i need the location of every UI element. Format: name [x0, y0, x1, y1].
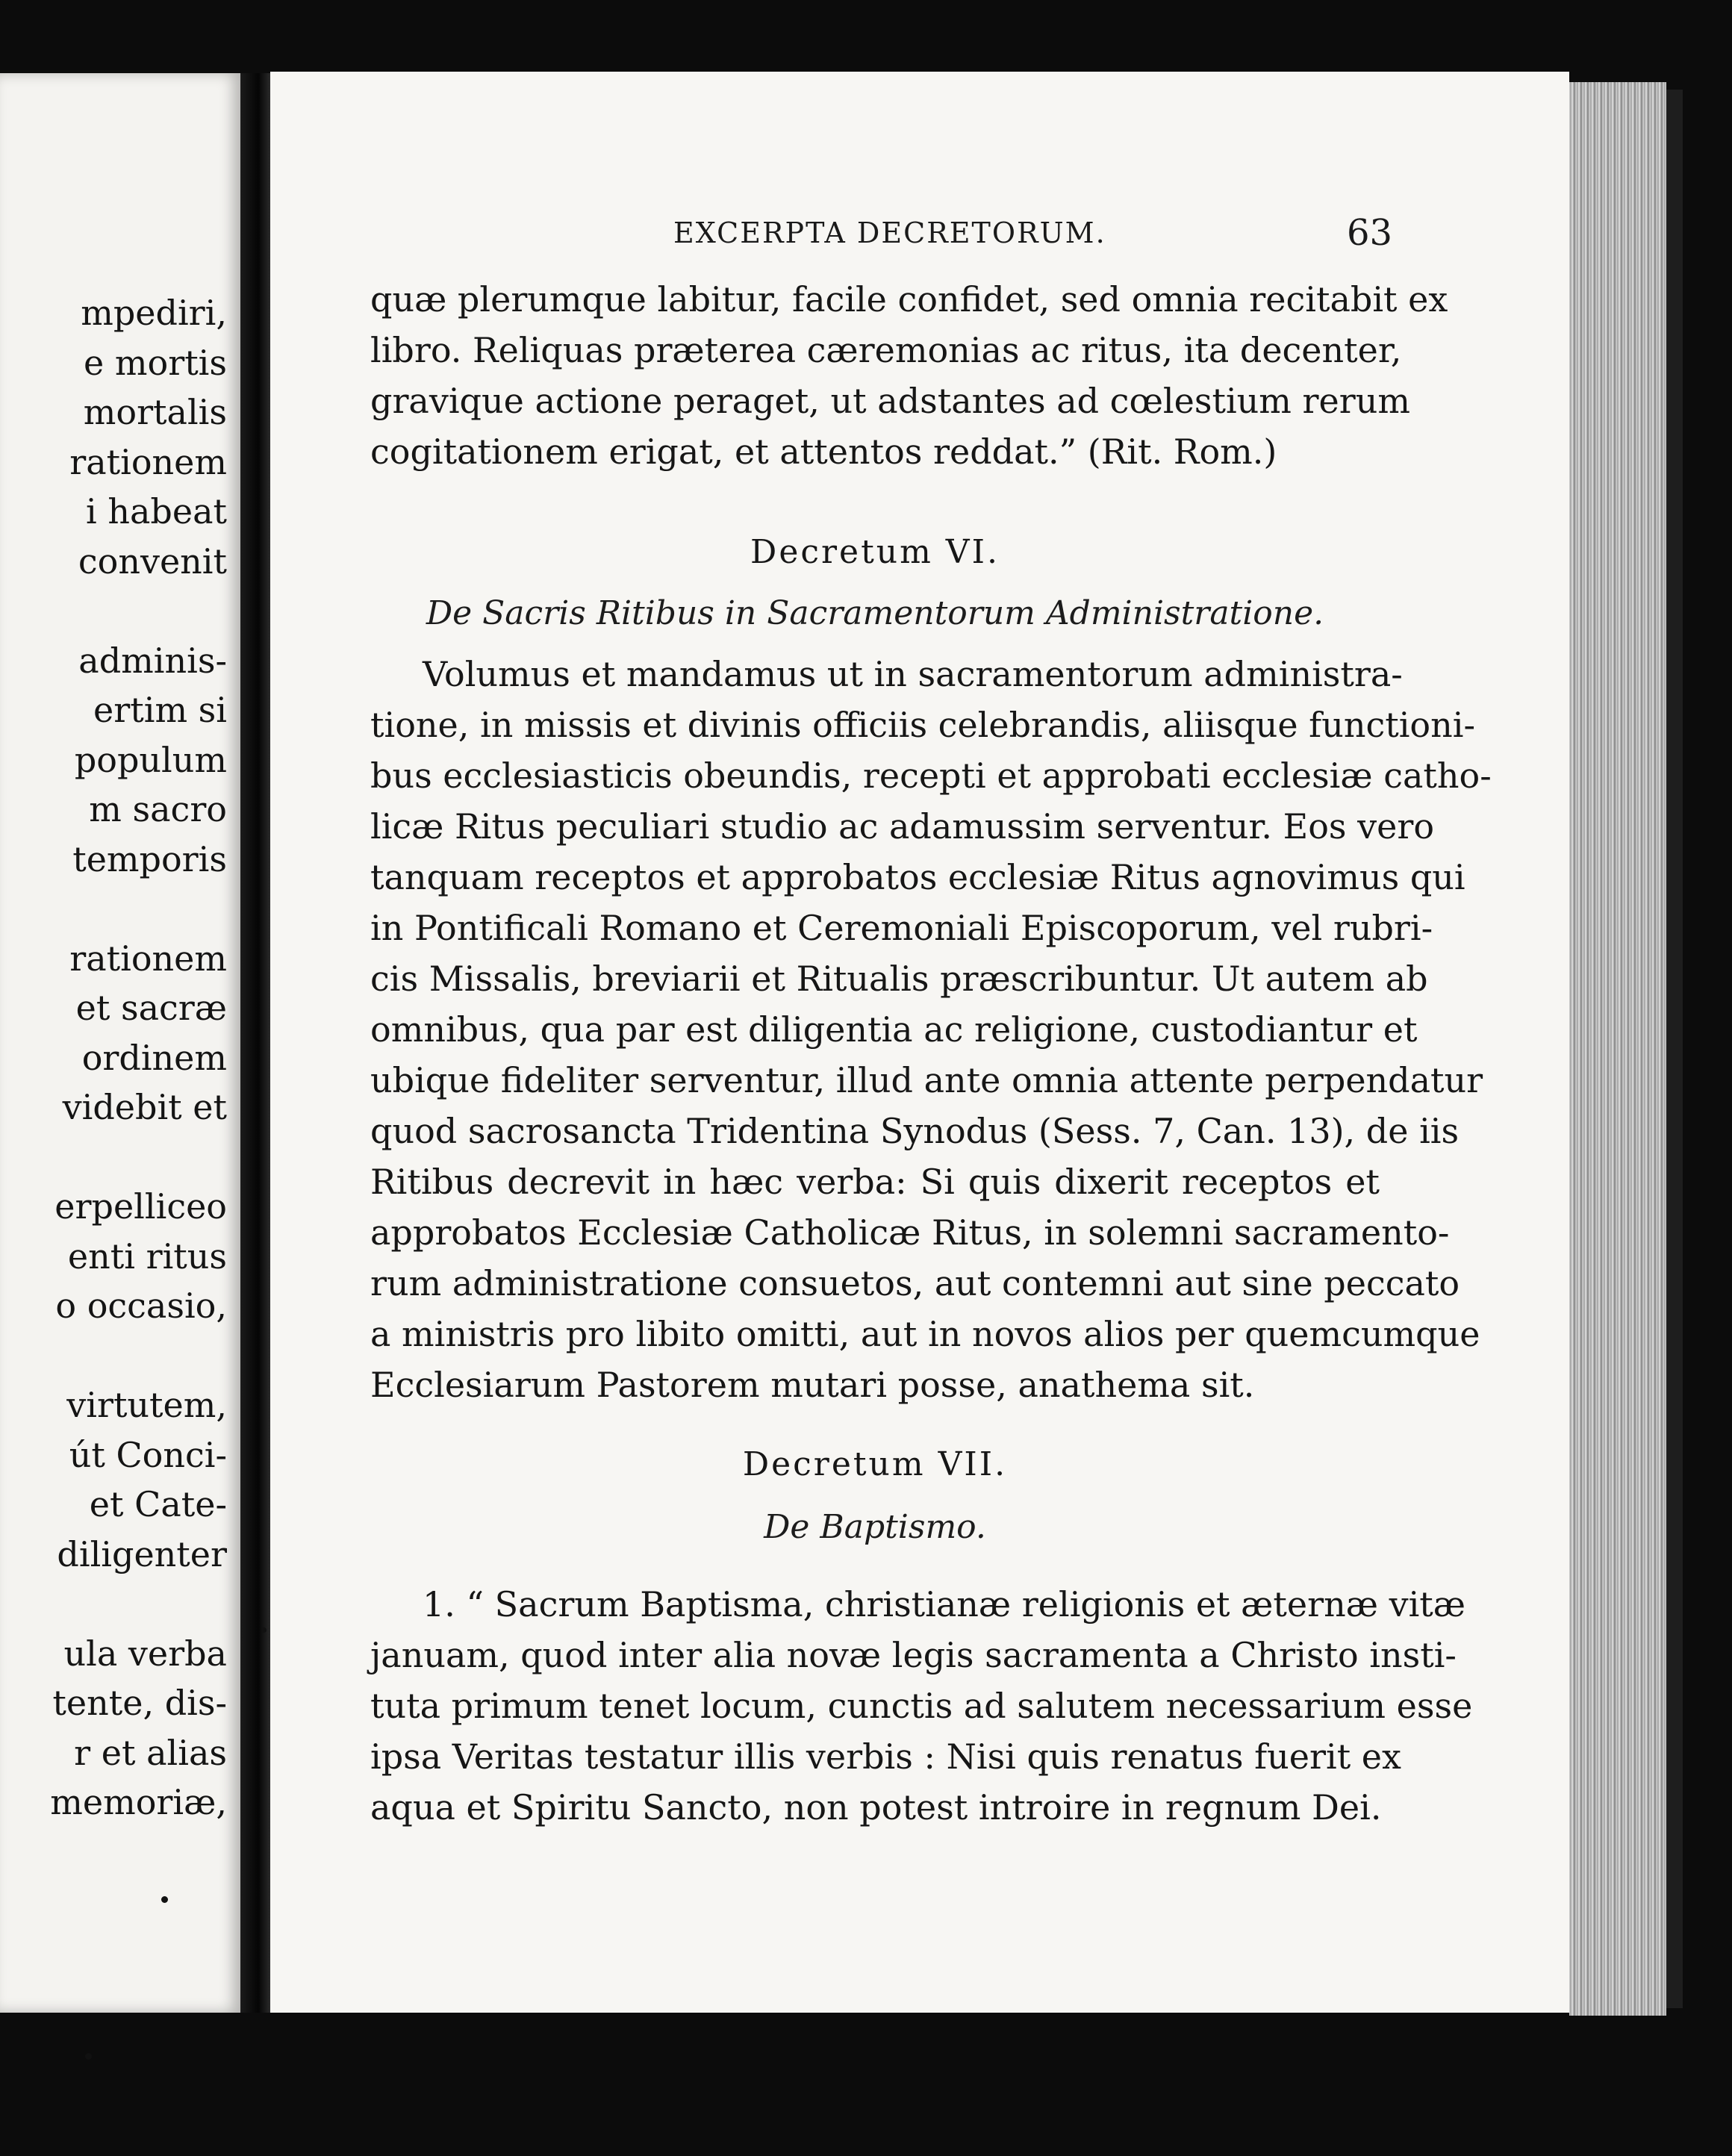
book-gutter: [240, 73, 270, 2013]
previous-page-line: e mortis: [84, 342, 227, 383]
text-line: 1. “ Sacrum Baptisma, christianæ religionis et æternæ vitæ: [423, 1584, 1466, 1624]
text-line: Volumus et mandamus ut in sacramentorum administra-: [423, 654, 1403, 694]
ink-speck: [261, 1627, 267, 1633]
ink-speck: [85, 2053, 92, 2060]
text-line: tuta primum tenet locum, cunctis ad salutem necessarium esse: [370, 1686, 1473, 1726]
text-line: ipsa Veritas testatur illis verbis : Nisi quis renatus fuerit ex: [370, 1736, 1401, 1777]
previous-page-line: mortalis: [83, 392, 227, 432]
page-number: 63: [1347, 212, 1393, 254]
previous-page-line: rationem: [69, 938, 227, 979]
previous-page-line: ertim si: [93, 690, 227, 730]
text-line: Ecclesiarum Pastorem mutari posse, anathema sit.: [370, 1365, 1255, 1405]
previous-page-line: erpelliceo: [54, 1186, 227, 1227]
previous-page-line: et sacræ: [75, 988, 227, 1028]
text-line: libro. Reliquas præterea cæremonias ac ritus, ita decenter,: [370, 330, 1402, 370]
previous-page-line: temporis: [72, 838, 227, 879]
text-line: quæ plerumque labitur, facile confidet, sed omnia recitabit ex: [370, 279, 1448, 320]
previous-page: [0, 73, 240, 2013]
text-line: aqua et Spiritu Sancto, non potest introire in regnum Dei.: [370, 1787, 1382, 1828]
page-edges: [1569, 82, 1666, 2016]
text-line: ubique fideliter serventur, illud ante omnia attente perpendatur: [370, 1060, 1483, 1100]
previous-page-line: r et alias: [74, 1732, 227, 1773]
text-line: bus ecclesiasticis obeundis, recepti et approbati ecclesiæ catho-: [370, 755, 1492, 796]
text-line: a ministris pro libito omitti, aut in novos alios per quemcumque: [370, 1314, 1480, 1354]
previous-page-line: rationem: [69, 441, 227, 482]
previous-page-line: adminis-: [78, 640, 227, 681]
previous-page-line: m sacro: [89, 789, 227, 829]
previous-page-line: i habeat: [86, 491, 227, 532]
text-line: approbatos Ecclesiæ Catholicæ Ritus, in solemni sacramento-: [370, 1212, 1450, 1253]
page-edges-shadow: [1666, 90, 1683, 2008]
previous-page-line: ordinem: [81, 1037, 227, 1078]
previous-page-line: populum: [74, 739, 227, 780]
text-line: omnibus, qua par est diligentia ac religione, custodiantur et: [370, 1009, 1418, 1050]
decree-7-heading: Decretum VII.: [742, 1445, 1008, 1483]
previous-page-line: ula verba: [63, 1633, 227, 1674]
previous-page-line: út Conci-: [69, 1434, 227, 1475]
decree-6-subheading: De Sacris Ritibus in Sacramentorum Administratione.: [426, 594, 1324, 632]
ink-speck: [161, 1896, 168, 1903]
text-line: cis Missalis, breviarii et Ritualis præscribuntur. Ut autem ab: [370, 959, 1428, 999]
text-line: januam, quod inter alia novæ legis sacramenta a Christo insti-: [370, 1635, 1457, 1675]
text-line: gravique actione peraget, ut adstantes ad cœlestium rerum: [370, 381, 1410, 421]
previous-page-line: convenit: [78, 540, 227, 582]
text-line: cogitationem erigat, et attentos reddat.” (Rit. Rom.): [370, 431, 1277, 472]
decree-6-heading: Decretum VI.: [750, 533, 1000, 571]
decree-7-subheading: De Baptismo.: [764, 1508, 986, 1546]
text-line: licæ Ritus peculiari studio ac adamussim serventur. Eos vero: [370, 806, 1435, 847]
previous-page-line: et Cate-: [89, 1484, 227, 1524]
text-line: quod sacrosancta Tridentina Synodus (Sess. 7, Can. 13), de iis: [370, 1111, 1460, 1151]
text-line: in Pontificali Romano et Ceremoniali Episcoporum, vel rubri-: [370, 908, 1433, 948]
previous-page-line: enti ritus: [67, 1236, 227, 1277]
running-head: EXCERPTA DECRETORUM.: [673, 216, 1106, 249]
text-line: Ritibus decrevit in hæc verba: Si quis dixerit receptos et: [370, 1162, 1380, 1202]
previous-page-line: mpediri,: [81, 293, 227, 333]
previous-page-line: memoriæ,: [50, 1782, 227, 1822]
previous-page-line: o occasio,: [55, 1286, 227, 1326]
previous-page-line: virtutem,: [66, 1385, 227, 1425]
text-line: rum administratione consuetos, aut contemni aut sine peccato: [370, 1263, 1460, 1303]
previous-page-line: videbit et: [62, 1087, 227, 1127]
text-line: tione, in missis et divinis officiis celebrandis, aliisque functioni-: [370, 705, 1475, 745]
previous-page-line: tente, dis-: [52, 1683, 227, 1723]
previous-page-line: diligenter: [57, 1533, 227, 1574]
text-line: tanquam receptos et approbatos ecclesiæ Ritus agnovimus qui: [370, 857, 1465, 897]
